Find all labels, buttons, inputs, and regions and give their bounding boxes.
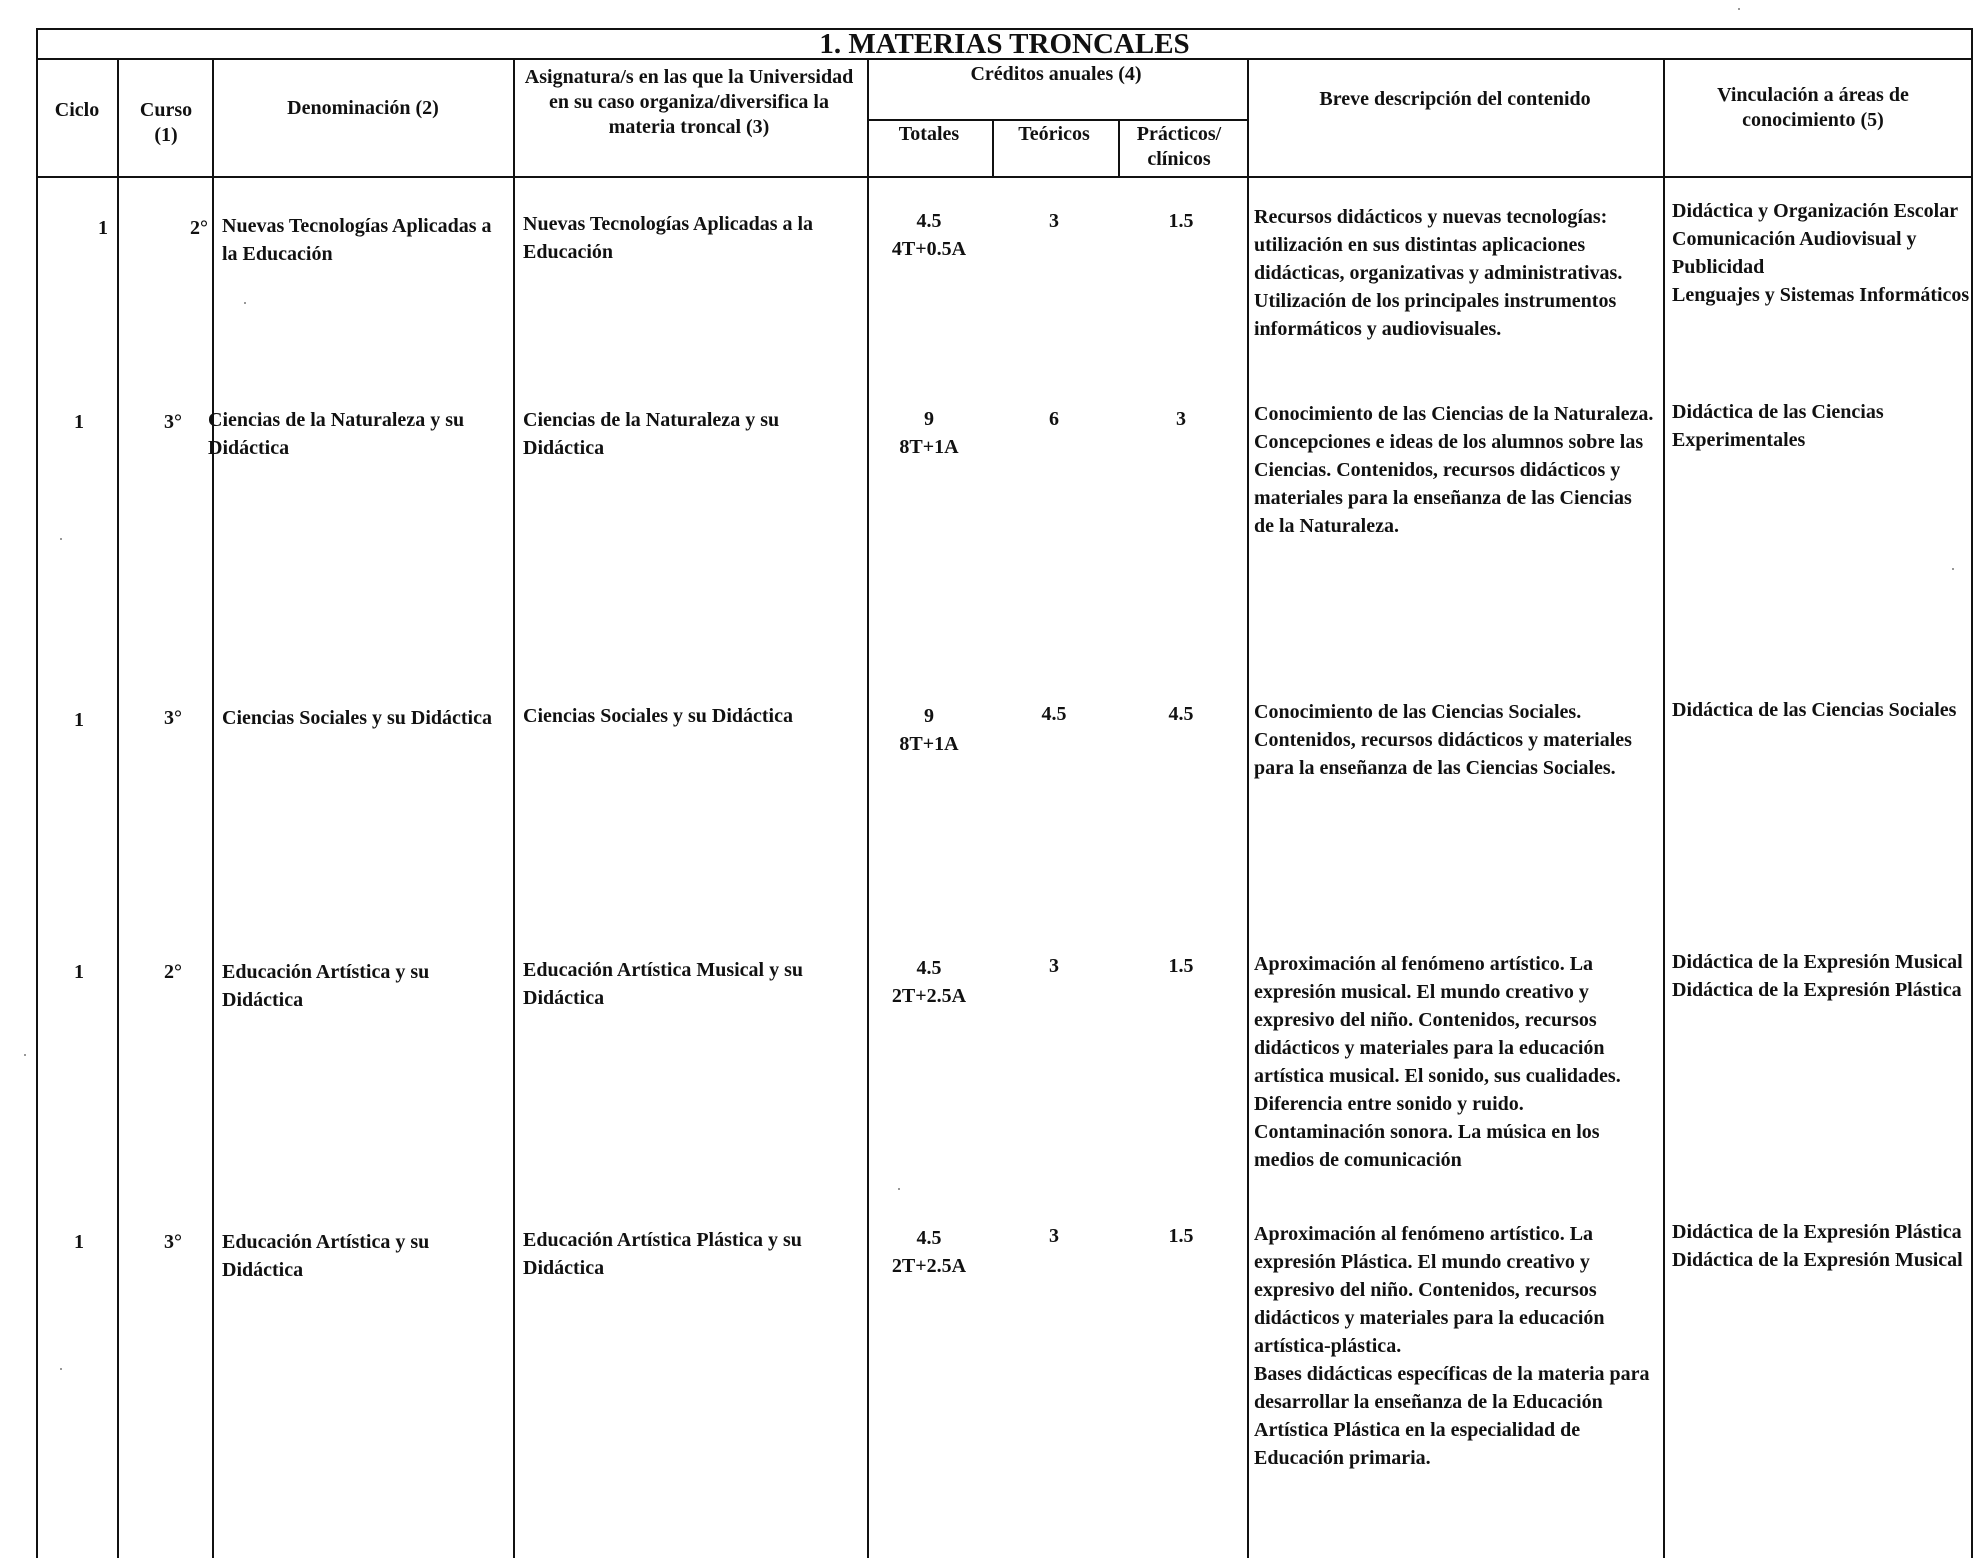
row1-denominacion: Nuevas Tecnologías Aplicadas a la Educación — [222, 215, 492, 265]
header-curso: Curso (1) — [139, 99, 193, 146]
row1-totales: 4.5 4T+0.5A — [891, 210, 967, 260]
header-ciclo: Ciclo — [54, 99, 100, 121]
row1-curso: 2° — [190, 217, 208, 239]
scan-speck — [898, 1188, 900, 1190]
header-descripcion: Breve descripción del contenido — [1319, 88, 1591, 110]
row1-asignatura: Nuevas Tecnologías Aplicadas a la Educación — [523, 213, 814, 263]
row5-asignatura: Educación Artística Plástica y su Didáctica — [523, 1229, 802, 1279]
header-denominacion: Denominación (2) — [287, 97, 439, 119]
row2-asignatura: Ciencias de la Naturaleza y su Didáctica — [523, 409, 780, 459]
table-title: 1. MATERIAS TRONCALES — [38, 30, 1971, 60]
row5-practicos: 1.5 — [1168, 1225, 1194, 1247]
row4-practicos: 1.5 — [1168, 955, 1194, 977]
row2-curso: 3° — [164, 411, 182, 433]
header-vinculacion: Vinculación a áreas de conocimiento (5) — [1717, 84, 1909, 131]
row3-asignatura: Ciencias Sociales y su Didáctica — [523, 705, 793, 727]
row1-teoricos: 3 — [1049, 210, 1059, 232]
header-practicos: Prácticos/ clínicos — [1136, 123, 1222, 170]
row3-ciclo: 1 — [74, 709, 84, 731]
credits-subheader-rule — [867, 119, 1247, 121]
row3-teoricos: 4.5 — [1041, 703, 1067, 725]
header-teoricos: Teóricos — [1018, 123, 1090, 145]
row4-ciclo: 1 — [74, 961, 84, 983]
row2-ciclo: 1 — [74, 411, 84, 433]
header-bottom-rule — [38, 176, 1971, 178]
row4-totales: 4.5 2T+2.5A — [891, 957, 967, 1007]
row2-teoricos: 6 — [1049, 408, 1059, 430]
row5-ciclo: 1 — [74, 1231, 84, 1253]
row3-practicos: 4.5 — [1168, 703, 1194, 725]
row4-vinculacion: Didáctica de la Expresión Musical Didáctica de la Expresión Plástica — [1672, 951, 1963, 1001]
row1-ciclo: 1 — [98, 217, 108, 239]
row4-curso: 2° — [164, 961, 182, 983]
header-creditos: Créditos anuales (4) — [970, 63, 1142, 85]
scan-speck — [60, 1368, 62, 1370]
row2-totales: 9 8T+1A — [899, 408, 959, 458]
row1-vinculacion: Didáctica y Organización Escolar Comunicación Audiovisual y Publicidad Lenguajes y Sistemas Informáticos — [1672, 200, 1970, 306]
row2-vinculacion: Didáctica de las Ciencias Experimentales — [1672, 401, 1884, 451]
row2-denominacion: Ciencias de la Naturaleza y su Didáctica — [208, 409, 465, 459]
row2-descripcion: Conocimiento de las Ciencias de la Naturaleza. Concepciones e ideas de los alumnos sobre las Ciencias. Contenidos, recursos didácticos y materiales para la enseñanza de las Ciencias de la Naturaleza. — [1254, 403, 1654, 537]
row5-denominacion: Educación Artística y su Didáctica — [222, 1231, 430, 1281]
row3-totales: 9 8T+1A — [899, 705, 959, 755]
row4-teoricos: 3 — [1049, 955, 1059, 977]
row3-denominacion: Ciencias Sociales y su Didáctica — [222, 707, 492, 729]
col-divider — [117, 60, 119, 1558]
col-divider — [867, 60, 869, 1558]
scan-speck — [60, 538, 62, 540]
header-asignatura: Asignatura/s en las que la Universidad en su caso organiza/diversifica la materia troncal (3) — [524, 66, 854, 138]
scan-speck — [1738, 8, 1740, 10]
row5-totales: 4.5 2T+2.5A — [891, 1227, 967, 1277]
row5-vinculacion: Didáctica de la Expresión Plástica Didáctica de la Expresión Musical — [1672, 1221, 1963, 1271]
row1-practicos: 1.5 — [1168, 210, 1194, 232]
row4-denominacion: Educación Artística y su Didáctica — [222, 961, 430, 1011]
row3-descripcion: Conocimiento de las Ciencias Sociales. Contenidos, recursos didácticos y materiales para la enseñanza de las Ciencias Sociales. — [1254, 701, 1632, 779]
row3-vinculacion: Didáctica de las Ciencias Sociales — [1672, 699, 1957, 721]
header-totales: Totales — [898, 123, 960, 145]
row2-practicos: 3 — [1176, 408, 1186, 430]
row4-asignatura: Educación Artística Musical y su Didáctica — [523, 959, 804, 1009]
row5-curso: 3° — [164, 1231, 182, 1253]
col-divider — [513, 60, 515, 1558]
scan-speck — [1952, 568, 1954, 570]
scan-speck — [244, 302, 246, 304]
row4-descripcion: Aproximación al fenómeno artístico. La expresión musical. El mundo creativo y expresivo del niño. Contenidos, recursos didácticos y materiales para la educación artística musical. El sonido, sus cualidades. Diferencia entre sonido y ruido. Contaminación sonora. La música en los medios de comunicación — [1254, 953, 1621, 1171]
col-divider — [1247, 60, 1249, 1558]
scan-speck — [24, 1054, 26, 1056]
row5-teoricos: 3 — [1049, 1225, 1059, 1247]
col-divider — [212, 60, 214, 1558]
row5-descripcion: Aproximación al fenómeno artístico. La expresión Plástica. El mundo creativo y expresivo del niño. Contenidos, recursos didácticos y materiales para la educación artística-plástica. Bases didácticas específicas de la materia para desarrollar la enseñanza de la Educación Artística Plástica en la especialidad de Educación primaria. — [1254, 1223, 1650, 1469]
row3-curso: 3° — [164, 707, 182, 729]
row1-descripcion: Recursos didácticos y nuevas tecnologías: utilización en sus distintas aplicaciones didácticas, organizativas y administrativas. Utilización de los principales instrumentos informáticos y audiovisuales. — [1254, 206, 1623, 340]
col-divider — [1663, 60, 1665, 1558]
